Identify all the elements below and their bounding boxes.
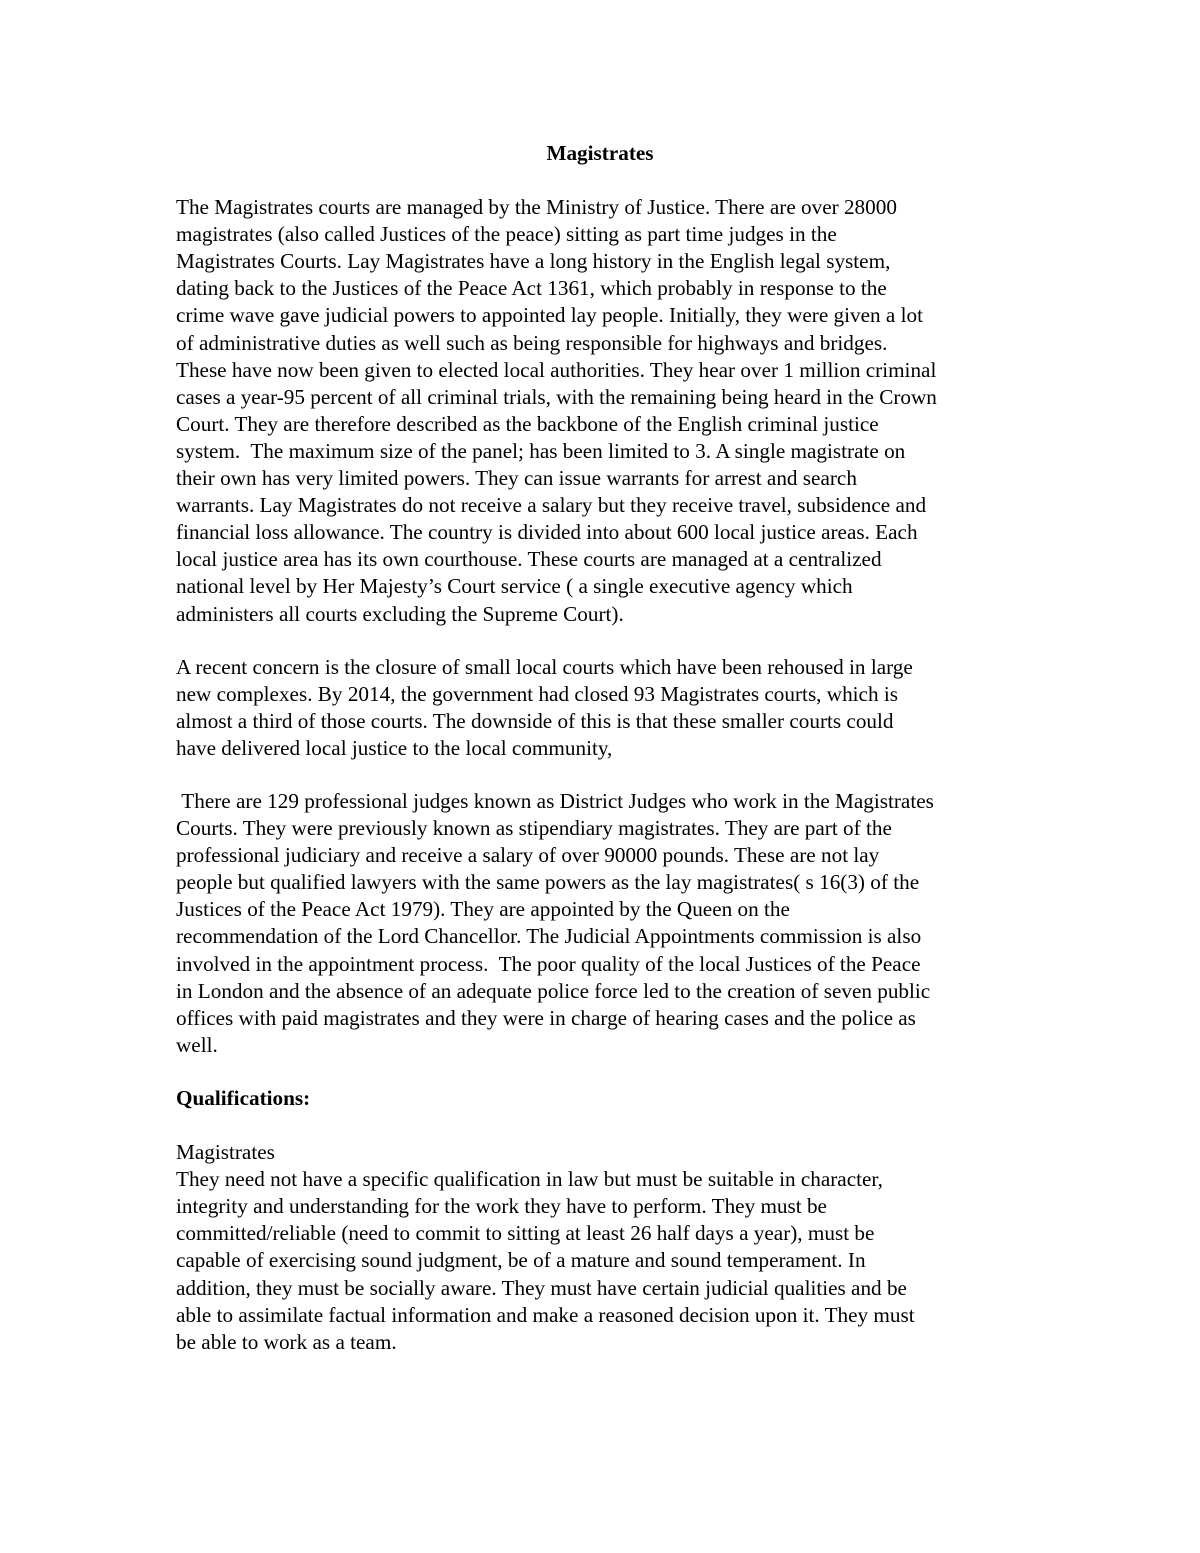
- qualifications-heading: Qualifications:: [176, 1085, 311, 1110]
- paragraph-overview: The Magistrates courts are managed by the Ministry of Justice. There are over 28000 magistrates (also called Justices of the peace) sitting as part time judges in the Magistrates Courts. Lay Magistrates have a long history in the English legal system, dating back to the Justices of the Peace Act 1361, which probably in response to the crime wave gave judicial powers to appointed lay people. Initially, they were given a lot of administrative duties as well such as being responsible for highways and bridges. These have now been given to elected local authorities. They hear over 1 million criminal cases a year-95 percent of all criminal trials, with the remaining being heard in the Crown Court. They are therefore described as the backbone of the English criminal justice system. The maximum size of the panel; has been limited to 3. A single magistrate on their own has very limited powers. They can issue warrants for arrest and search warrants. Lay Magistrates do not receive a salary but they receive travel, subsidence and financial loss allowance. The country is divided into about 600 local justice areas. Each local justice area has its own courthouse. These courts are managed at a centralized national level by Her Majesty’s Court service ( a single executive agency which administers all courts excluding the Supreme Court).: [176, 195, 937, 626]
- qualifications-text: They need not have a specific qualification in law but must be suitable in character, integrity and understanding for the work they have to perform. They must be committed/reliable (need to commit to sitting at least 26 half days a year), must be capable of exercising sound judgment, be of a mature and sound temperament. In addition, they must be socially aware. They must have certain judicial qualities and be able to assimilate factual information and make a reasoned decision upon it. They must be able to work as a team.: [176, 1167, 915, 1354]
- document-title: Magistrates: [546, 141, 654, 165]
- qualifications-subheading: Magistrates: [176, 1140, 275, 1165]
- document-page: [176, 140, 1036, 1356]
- paragraph-court-closures: A recent concern is the closure of small local courts which have been rehoused in large new complexes. By 2014, the government had closed 93 Magistrates courts, which is almost a third of those courts. The downside of this is that these smaller courts could have delivered local justice to the local community,: [176, 654, 913, 760]
- paragraph-district-judges: There are 129 professional judges known as District Judges who work in the Magistrates Courts. They were previously known as stipendiary magistrates. They are part of the professional judiciary and receive a salary of over 90000 pounds. These are not lay people but qualified lawyers with the same powers as the lay magistrates( s 16(3) of the Justices of the Peace Act 1979). They are appointed by the Queen on the recommendation of the Lord Chancellor. The Judicial Appointments commission is also involved in the appointment process. The poor quality of the local Justices of the Peace in London and the absence of an adequate police force led to the creation of seven public offices with paid magistrates and they were in charge of hearing cases and the police as well.: [176, 788, 934, 1057]
